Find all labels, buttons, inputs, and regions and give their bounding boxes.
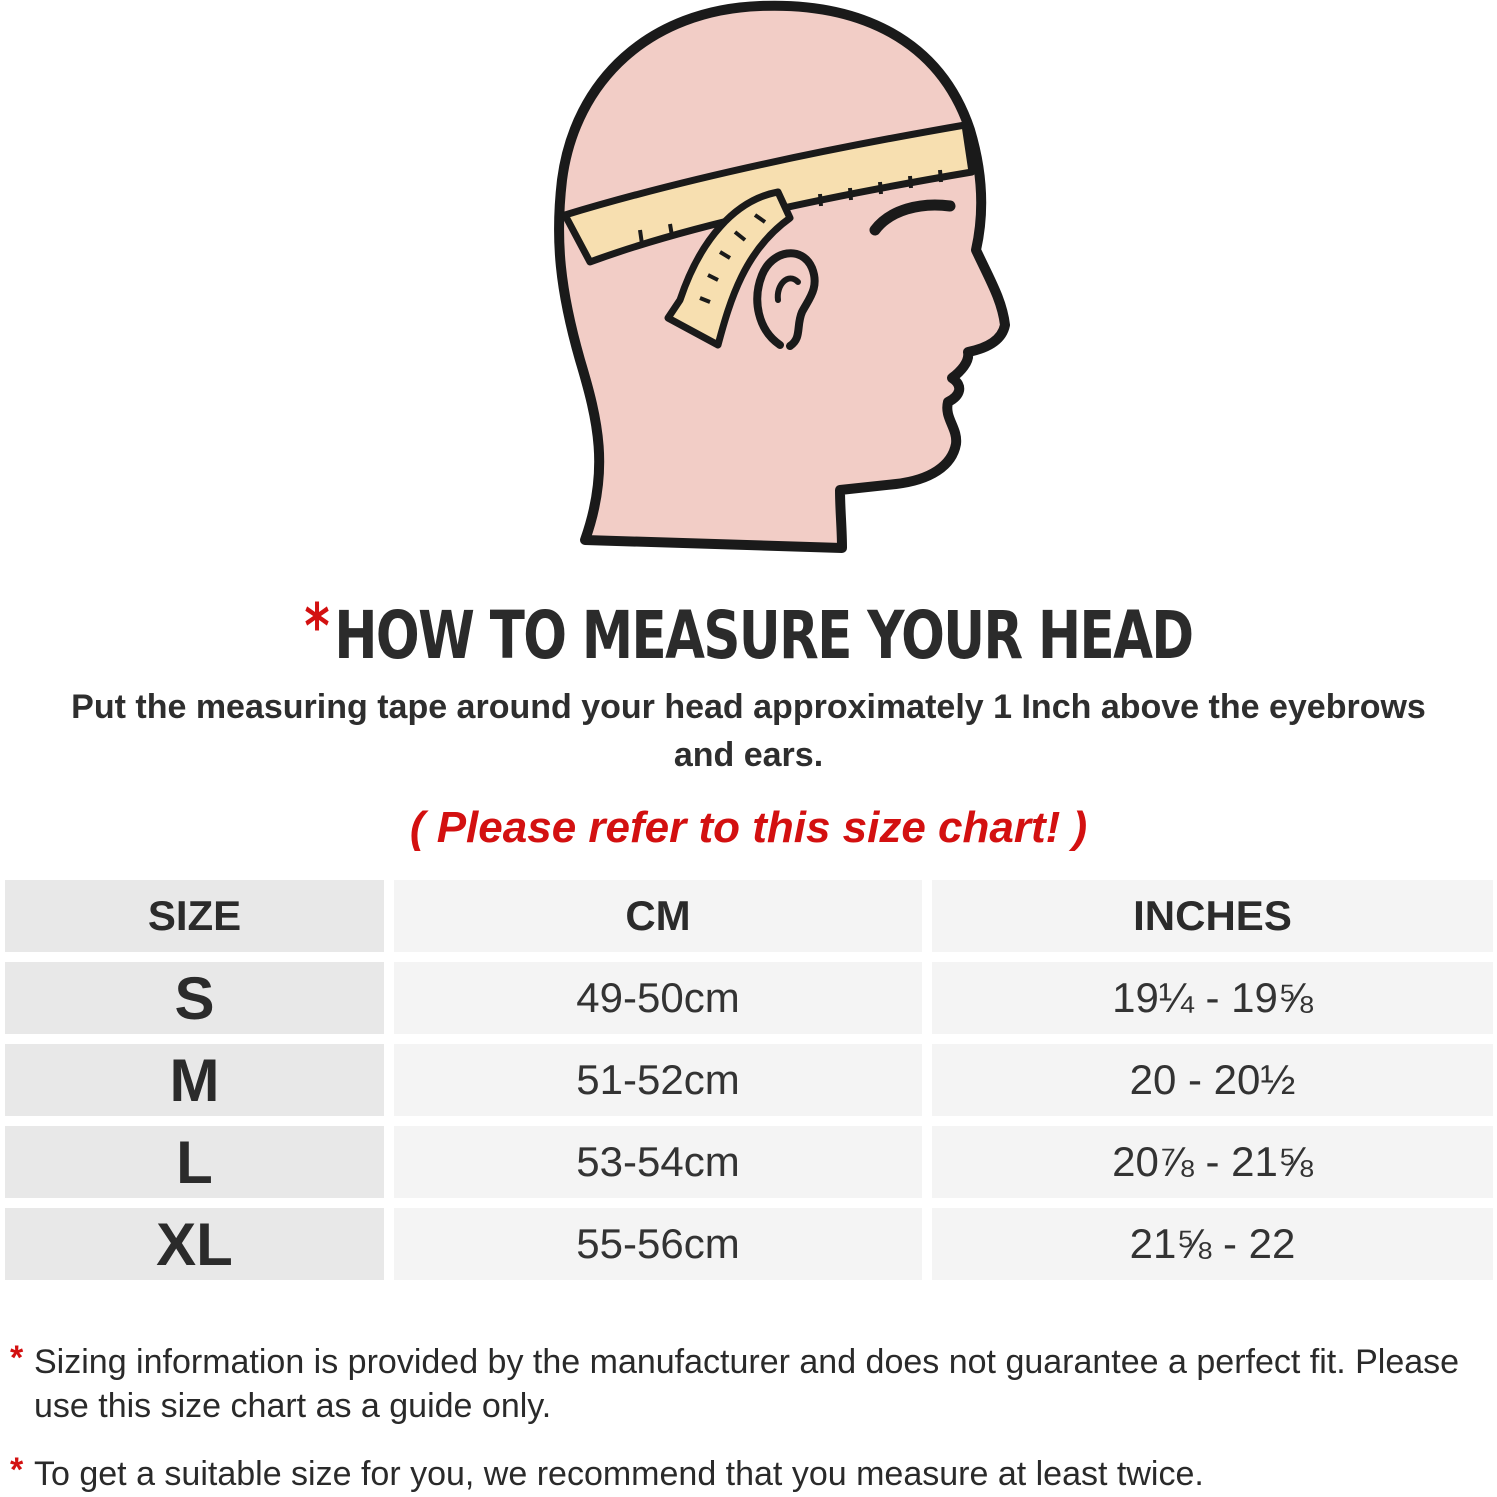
footnote-asterisk: * [10, 1451, 24, 1489]
cm-cell: 53-54cm [394, 1126, 922, 1198]
footnote-sizing [10, 1340, 1497, 1428]
table-row [5, 1044, 1493, 1116]
footnote-text: To get a suitable size for you, we recommend that you measure at least twice. [34, 1455, 1204, 1493]
size-cell: L [5, 1126, 384, 1198]
title-asterisk: * [304, 590, 329, 663]
footnotes [10, 1340, 1497, 1496]
measure-instruction: Put the measuring tape around your head approximately 1 Inch above the eyebrows and ears. [71, 688, 1426, 774]
header-inches: INCHES [932, 880, 1493, 952]
header-size: SIZE [5, 880, 384, 952]
cm-cell: 49-50cm [394, 962, 922, 1034]
inches-cell: 20 - 20½ [932, 1044, 1493, 1116]
table-header-row [5, 880, 1493, 952]
cm-cell: 51-52cm [394, 1044, 922, 1116]
title-text: HOW TO MEASURE YOUR HEAD [334, 597, 1193, 674]
table-row [5, 962, 1493, 1034]
size-chart-note: ( Please refer to this size chart! ) [409, 803, 1088, 852]
footnote-measure-twice [10, 1452, 1497, 1496]
size-cell: XL [5, 1208, 384, 1280]
header-cm: CM [394, 880, 922, 952]
table-row [5, 1208, 1493, 1280]
page-title [165, 590, 1333, 677]
footnote-asterisk: * [10, 1339, 24, 1377]
inches-cell: 19¼ - 19⅝ [932, 962, 1493, 1034]
head-silhouette [559, 6, 1005, 548]
size-chart-table [5, 880, 1493, 1290]
size-cell: M [5, 1044, 384, 1116]
footnote-text: Sizing information is provided by the manufacturer and does not guarantee a perfect fit. Please use this size chart as a guide only. [34, 1343, 1460, 1425]
head-measuring-illustration [540, 0, 1020, 560]
table-row [5, 1126, 1493, 1198]
inches-cell: 21⅝ - 22 [932, 1208, 1493, 1280]
cm-cell: 55-56cm [394, 1208, 922, 1280]
size-cell: S [5, 962, 384, 1034]
inches-cell: 20⅞ - 21⅝ [932, 1126, 1493, 1198]
